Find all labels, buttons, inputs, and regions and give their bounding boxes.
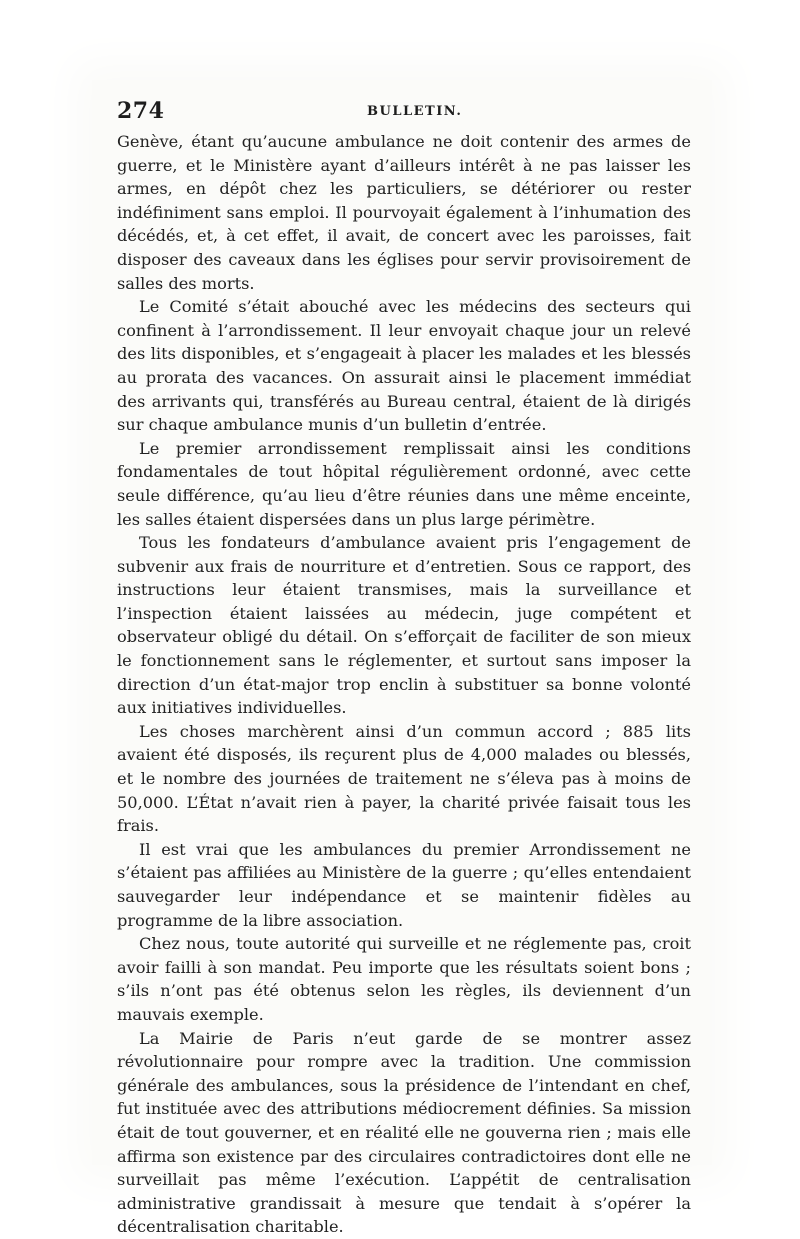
paragraph: Le premier arrondissement remplissait ainsi les conditions fondamentales de tout hôpital régulièrement ordonné, avec cette seule différence, qu’au lieu d’être réunies dans une même enceinte, les salles étaient dispersées dans un plus large périmètre. <box>117 438 691 529</box>
paragraph: La Mairie de Paris n’eut garde de se montrer assez révolutionnaire pour rompre avec la tradition. Une commission générale des ambulances, sous la présidence de l’intendant en chef, fut instituée avec des attributions médiocrement définies. Sa mission était de tout gouverner, et en réalité elle ne gouverna rien ; mais elle affirma son existence par des circulaires contradictoires dont elle ne surveillait pas même l’exécution. L’appétit de centralisation administrative grandissait à mesure que tendait à s’opérer la décentralisation charitable. <box>117 1028 691 1237</box>
paragraph: Chez nous, toute autorité qui surveille et ne réglemente pas, croit avoir failli à son mandat. Peu importe que les résultats soient bons ; s’ils n’ont pas été obtenus selon les règles, ils deviennent d’un mauvais exemple. <box>117 934 691 1024</box>
body-text <box>117 130 691 1239</box>
running-title: BULLETIN. <box>367 104 463 119</box>
paragraph: Genève, étant qu’aucune ambulance ne doit contenir des armes de guerre, et le Ministère ayant d’ailleurs intérêt à ne pas laisser les armes, en dépôt chez les particuliers, se détériorer ou rester indéfiniment sans emploi. Il pourvoyait également à l’inhumation des décédés, et, à cet effet, il avait, de concert avec les paroisses, fait disposer des caveaux dans les églises pour servir provisoirement de salles des morts. <box>117 132 691 293</box>
paragraph: Il est vrai que les ambulances du premier Arrondissement ne s’étaient pas affiliées au Ministère de la guerre ; qu’elles entendaient sauvegarder leur indépendance et se maintenir fidèles au programme de la libre association. <box>117 839 691 930</box>
paragraph: Les choses marchèrent ainsi d’un commun accord ; 885 lits avaient été disposés, ils reçurent plus de 4,000 malades ou blessés, et le nombre des journées de traitement ne s’éleva pas à moins de 50,000. L’État n’avait rien à payer, la charité privée faisait tous les frais. <box>117 721 691 836</box>
paragraph: Le Comité s’était abouché avec les médecins des secteurs qui confinent à l’arrondissement. Il leur envoyait chaque jour un relevé des lits disponibles, et s’engageait à placer les malades et les blessés au prorata des vacances. On assurait ainsi le placement immédiat des arrivants qui, transférés au Bureau central, étaient de là dirigés sur chaque ambulance munis d’un bulletin d’entrée. <box>117 297 691 435</box>
page-header <box>117 98 687 128</box>
page-number: 274 <box>117 98 165 124</box>
paragraph: Tous les fondateurs d’ambulance avaient pris l’engagement de subvenir aux frais de nourriture et d’entretien. Sous ce rapport, des instructions leur étaient transmises, mais la surveillance et l’inspection étaient laissées au médecin, juge compétent et observateur obligé du détail. On s’efforçait de faciliter de son mieux le fonctionnement sans le réglementer, et surtout sans imposer la direction d’un état-major trop enclin à substituer sa bonne volonté aux initiatives individuelles. <box>117 533 691 718</box>
